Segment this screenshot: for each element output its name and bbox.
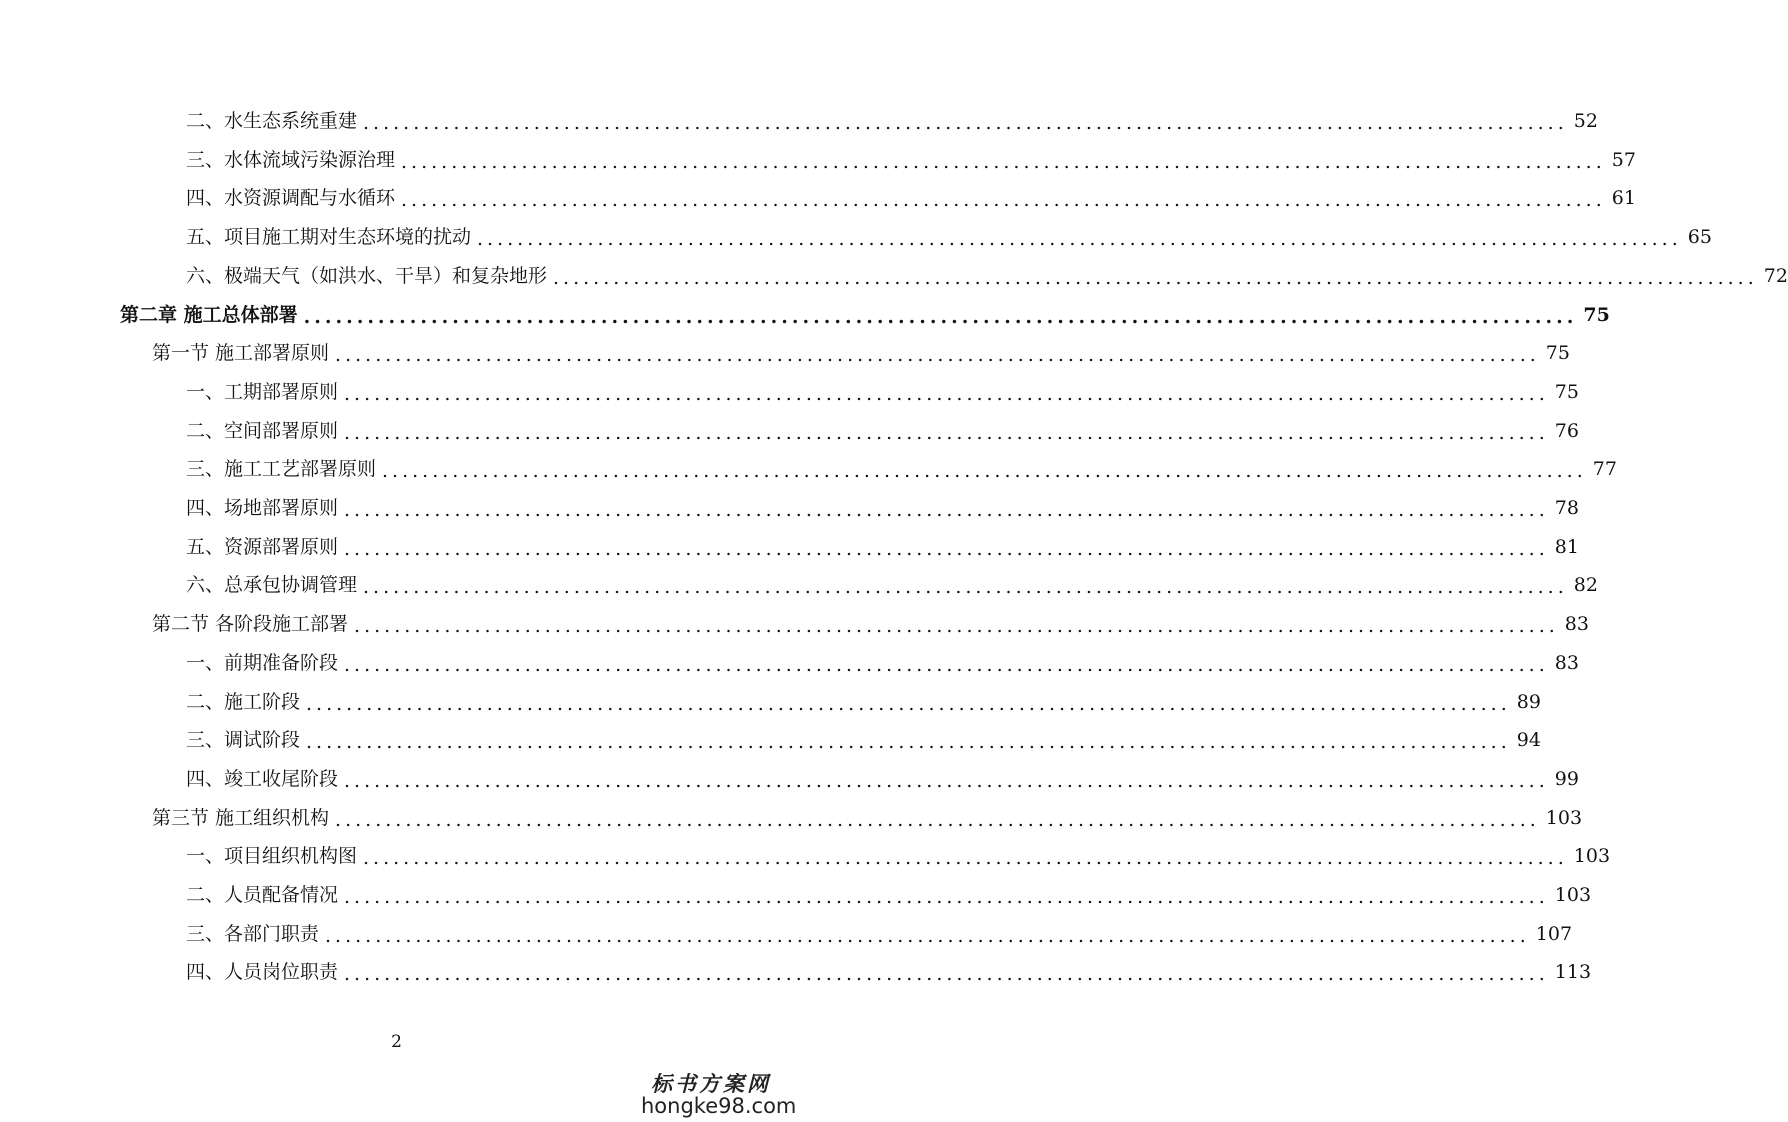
toc-dot-leader: ........................................................................................................................	[335, 808, 1540, 831]
toc-entry-item	[186, 145, 1636, 175]
toc-dot-leader: ........................................................................................................................	[335, 344, 1540, 367]
toc-dot-leader: ........................................................................................................................	[354, 615, 1559, 638]
toc-dot-leader: ........................................................................................................................	[303, 305, 1578, 328]
toc-dot-leader: ........................................................................................................................	[306, 692, 1511, 715]
toc-entry-title: 四、竣工收尾阶段	[186, 767, 339, 790]
toc-dot-leader: ........................................................................................................................	[477, 228, 1682, 251]
toc-entry-title: 二、水生态系统重建	[186, 110, 358, 132]
toc-entry-item	[186, 416, 1579, 446]
toc-dot-leader: ........................................................................................................................	[344, 653, 1549, 676]
toc-entry-page: 99	[1554, 767, 1579, 790]
toc-entry-item	[186, 957, 1592, 987]
toc-entry-item	[186, 261, 1788, 291]
toc-dot-leader: ........................................................................................................................	[363, 847, 1568, 870]
toc-entry-title: 第一节 施工部署原则	[152, 342, 330, 365]
toc-dot-leader: ........................................................................................................................	[306, 731, 1511, 754]
toc-entry-item	[186, 919, 1573, 949]
toc-entry-title: 四、人员岗位职责	[186, 961, 339, 984]
watermark-url: hongke98.com	[641, 1094, 797, 1118]
toc-entry-page: 72	[1763, 264, 1788, 287]
watermark-logo	[641, 1068, 797, 1118]
toc-entry-title: 第二章 施工总体部署	[120, 303, 298, 326]
toc-dot-leader: ........................................................................................................................	[344, 382, 1549, 405]
toc-entry-item	[186, 880, 1592, 910]
toc-entry-page: 76	[1554, 419, 1579, 442]
toc-dot-leader: ........................................................................................................................	[344, 963, 1549, 986]
toc-entry-title: 三、调试阶段	[186, 729, 301, 752]
toc-entry-page: 65	[1687, 226, 1712, 249]
toc-dot-leader: ........................................................................................................................	[344, 499, 1549, 521]
toc-entry-item	[186, 106, 1598, 136]
toc-entry-title: 二、人员配备情况	[186, 884, 339, 906]
toc-entry-page: 82	[1573, 574, 1598, 597]
toc-dot-leader: ........................................................................................................................	[325, 924, 1530, 947]
toc-entry-title: 三、水体流域污染源治理	[186, 148, 396, 171]
toc-entry-page: 77	[1592, 458, 1617, 481]
toc-entry-page: 52	[1573, 110, 1598, 132]
toc-dot-leader: ........................................................................................................................	[363, 112, 1568, 134]
toc-entry-page: 89	[1516, 690, 1541, 713]
toc-entry-item	[186, 764, 1579, 794]
toc-entry-page: 94	[1516, 729, 1541, 752]
toc-entry-page: 75	[1554, 380, 1579, 403]
toc-entry-item	[186, 454, 1617, 484]
toc-dot-leader: ........................................................................................................................	[401, 150, 1606, 173]
toc-entry-title: 第三节 施工组织机构	[152, 806, 330, 829]
toc-entry-page: 83	[1564, 613, 1589, 636]
toc-entry-title: 四、水资源调配与水循环	[186, 187, 396, 210]
toc-entry-title: 五、资源部署原则	[186, 535, 339, 558]
page-number: 2	[391, 1032, 402, 1052]
toc-entry-item	[186, 222, 1712, 252]
toc-entry-title: 第二节 各阶段施工部署	[152, 613, 349, 636]
toc-entry-page: 78	[1554, 497, 1579, 519]
toc-entry-section	[152, 338, 1570, 368]
toc-entry-section	[152, 803, 1583, 833]
toc-entry-title: 六、极端天气（如洪水、干旱）和复杂地形	[186, 264, 548, 287]
toc-entry-item	[186, 725, 1541, 755]
toc-entry-title: 二、空间部署原则	[186, 419, 339, 442]
toc-entry-section	[152, 609, 1589, 639]
toc-entry-page: 113	[1554, 961, 1592, 984]
toc-entry-page: 75	[1545, 342, 1570, 365]
toc-entry-item	[186, 493, 1579, 523]
toc-dot-leader: ........................................................................................................................	[553, 266, 1758, 289]
toc-entry-title: 一、项目组织机构图	[186, 845, 358, 868]
toc-entry-title: 五、项目施工期对生态环境的扰动	[186, 226, 472, 249]
toc-entry-page: 81	[1554, 535, 1579, 558]
watermark-brand: 标书方案网	[651, 1071, 771, 1096]
toc-entry-item	[186, 648, 1579, 678]
toc-entry-page: 103	[1545, 806, 1583, 829]
toc-entry-item	[186, 183, 1636, 213]
toc-entry-item	[186, 377, 1579, 407]
toc-entry-title: 四、场地部署原则	[186, 497, 339, 519]
toc-entry-page: 83	[1554, 651, 1579, 674]
toc-entry-page: 61	[1611, 187, 1636, 210]
toc-entry-item	[186, 687, 1541, 717]
toc-entry-item	[186, 570, 1598, 600]
toc-entry-title: 六、总承包协调管理	[186, 574, 358, 597]
toc-dot-leader: ........................................................................................................................	[344, 537, 1549, 560]
toc-entry-title: 二、施工阶段	[186, 690, 301, 713]
toc-entry-page: 57	[1611, 148, 1636, 171]
toc-entry-chapter	[120, 300, 1610, 330]
toc-dot-leader: ........................................................................................................................	[401, 189, 1606, 212]
toc-entry-title: 三、施工工艺部署原则	[186, 458, 377, 481]
toc-entry-item	[186, 841, 1611, 871]
toc-entry-title: 一、工期部署原则	[186, 380, 339, 403]
toc-entry-item	[186, 532, 1579, 562]
toc-dot-leader: ........................................................................................................................	[344, 886, 1549, 908]
toc-dot-leader: ........................................................................................................................	[382, 460, 1587, 483]
toc-dot-leader: ........................................................................................................................	[363, 576, 1568, 599]
toc-entry-page: 103	[1554, 884, 1592, 906]
toc-entry-page: 107	[1535, 922, 1573, 945]
toc-entry-title: 一、前期准备阶段	[186, 651, 339, 674]
toc-dot-leader: ........................................................................................................................	[344, 421, 1549, 444]
toc-entry-title: 三、各部门职责	[186, 922, 320, 945]
toc-dot-leader: ........................................................................................................................	[344, 769, 1549, 792]
toc-entry-page: 75	[1583, 303, 1610, 326]
toc-entry-page: 103	[1573, 845, 1611, 868]
